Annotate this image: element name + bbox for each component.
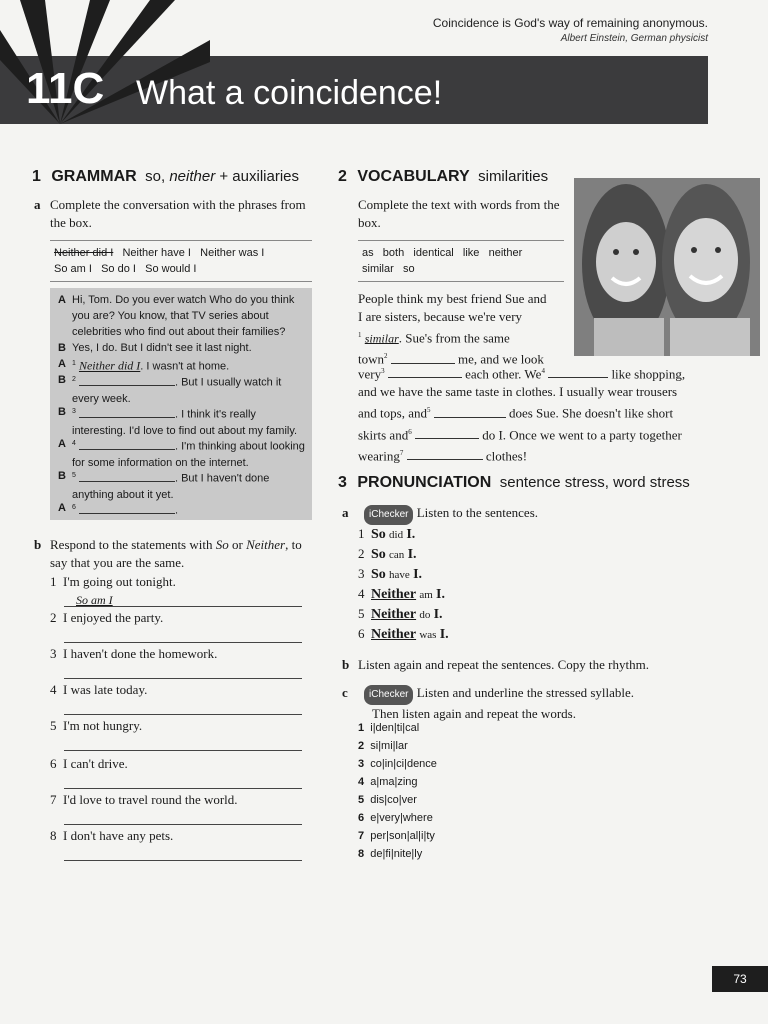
text-span: Yes, I do. But I didn't see it last night. — [72, 342, 252, 354]
statement-item — [50, 610, 163, 626]
text-span: 7 — [399, 448, 404, 457]
grammar-sub-it: neither — [169, 168, 216, 185]
text-span: I. — [433, 607, 443, 622]
answer-blank[interactable] — [79, 513, 175, 514]
answer-blank[interactable] — [79, 481, 175, 482]
text-span: do I. Once we went to a party together — [478, 426, 682, 442]
text-span: So — [371, 547, 386, 562]
text-span: b — [342, 657, 350, 672]
answer-line[interactable] — [64, 860, 302, 861]
text-span: 3 — [338, 474, 347, 491]
pron-a-instruction — [364, 504, 538, 525]
text-span: me, and we look — [454, 351, 544, 367]
text-span: 8 — [358, 848, 365, 860]
text-span: . — [174, 504, 179, 517]
answer-example: So am I — [76, 593, 113, 607]
text-span: and we have the same taste in clothes. I usually wear trousers — [358, 384, 678, 400]
text-span: , to say that you are the same. — [50, 537, 302, 570]
text-span: I'm not hungry. — [63, 718, 143, 733]
vocab-text — [358, 290, 568, 369]
text-span: 8 — [50, 828, 57, 843]
text-span: 4 — [358, 776, 365, 788]
text-span: 4 — [541, 367, 545, 375]
text-span: similar — [362, 263, 394, 275]
vocab-heading — [338, 168, 548, 186]
text-span: per|son|al|i|ty — [370, 830, 435, 842]
text-span: 3 — [50, 646, 57, 661]
statement-item — [50, 574, 176, 590]
quote-text: Coincidence is God's way of remaining anonymous. — [432, 16, 708, 30]
text-span: like — [462, 247, 480, 259]
text-span: Then listen again and repeat the words. — [372, 706, 576, 721]
stress-word — [358, 848, 422, 860]
text-span: town — [358, 351, 384, 367]
text-span: I'm going out tonight. — [63, 574, 176, 589]
grammar-sub-pre: so, — [145, 168, 170, 185]
statement-item — [50, 828, 173, 844]
sentence-item — [358, 566, 422, 583]
text-span: do — [419, 609, 431, 621]
stress-word — [358, 758, 437, 770]
text-span: 1 — [358, 331, 362, 339]
text-span: 6 — [50, 756, 57, 771]
pron-b-instruction: Listen again and repeat the sentences. Copy the rhythm. — [358, 657, 649, 672]
text-span: PRONUNCIATION — [357, 474, 492, 491]
text-span: c — [342, 685, 348, 700]
text-span: 5 — [358, 606, 365, 621]
ichecker-badge[interactable]: iChecker — [364, 685, 413, 705]
text-span: I. — [439, 627, 449, 642]
text-span: 7 — [50, 792, 57, 807]
text-span: or — [228, 537, 247, 552]
text-span: as — [362, 247, 374, 259]
text-span: co|in|ci|dence — [370, 758, 437, 770]
text-span: I can't drive. — [63, 756, 128, 771]
grammar-a-label: a — [34, 197, 41, 212]
text-span: similarities — [478, 168, 549, 185]
page-number: 73 — [712, 966, 768, 992]
statement-item — [50, 756, 128, 772]
lesson-title: What a coincidence! — [136, 74, 443, 112]
text-span: 1 — [50, 574, 57, 589]
answer-blank[interactable] — [434, 417, 506, 418]
text-span: 5 — [72, 472, 76, 479]
text-span: I are sisters, because we're very — [358, 309, 523, 324]
sentence-item — [358, 526, 415, 543]
word-stress-list — [358, 722, 518, 872]
quote — [433, 16, 708, 44]
box-phrase: Neither have I — [122, 247, 191, 259]
grammar-title: GRAMMAR — [51, 168, 137, 185]
ichecker-badge[interactable]: iChecker — [364, 505, 413, 525]
grammar-sub-post: + auxiliaries — [215, 168, 299, 185]
text-span: 6 — [72, 504, 76, 511]
grammar-word-box — [50, 240, 312, 282]
stress-word — [358, 776, 418, 788]
statement-item — [50, 718, 142, 734]
text-span: 3 — [358, 566, 365, 581]
text-span: . I'm thinking about looking for some information on the internet. — [72, 440, 305, 469]
answer-line[interactable] — [64, 788, 302, 789]
text-span: Listen and underline the stressed syllable. — [416, 685, 635, 700]
text-span: 3 — [72, 408, 76, 415]
text-span: a — [342, 505, 349, 520]
text-span: each other. We — [461, 366, 542, 382]
grammar-b-label: b — [34, 537, 42, 552]
text-span: Neither — [246, 537, 286, 552]
text-span: clothes! — [482, 448, 528, 464]
text-span: 4 — [358, 586, 365, 601]
box-phrase: Neither was I — [200, 247, 265, 259]
text-span: was — [419, 629, 437, 641]
text-span: B — [58, 374, 66, 386]
text-span: Neither — [371, 627, 417, 642]
text-span: B — [58, 470, 66, 482]
answer-blank[interactable] — [407, 459, 483, 460]
text-span: like shopping, — [608, 366, 686, 382]
text-span: 2 — [50, 610, 57, 625]
grammar-heading — [32, 168, 299, 186]
text-span: . Sue's from the same — [398, 330, 510, 346]
vocab-word-box — [358, 240, 564, 282]
sentence-item — [358, 586, 445, 603]
grammar-a-instruction: Complete the conversation with the phrases from the box. — [50, 197, 306, 230]
text-span: B — [58, 406, 66, 418]
text-span: si|mi|lar — [370, 740, 408, 752]
dialogue-box — [50, 288, 312, 520]
text-span: I. — [413, 567, 423, 582]
text-span: 3 — [381, 367, 385, 375]
sentence-item — [358, 546, 417, 563]
stress-word — [358, 794, 417, 806]
box-phrase: Neither did I — [54, 247, 114, 259]
text-span: have — [389, 569, 410, 581]
answer-blank[interactable] — [79, 449, 175, 450]
text-span: 6 — [358, 812, 365, 824]
text-span: 2 — [384, 352, 388, 361]
text-span: People think my best friend Sue and — [358, 291, 547, 306]
text-span: A — [58, 294, 66, 306]
text-span: so — [402, 263, 415, 275]
text-span: am — [419, 589, 433, 601]
box-phrase: So would I — [145, 263, 197, 275]
text-span: Neither — [371, 607, 417, 622]
text-span: 2 — [358, 546, 365, 561]
text-span: 7 — [358, 830, 365, 842]
text-span: . But I haven't done anything about it yet. — [72, 472, 270, 501]
answer-line[interactable] — [64, 642, 302, 643]
text-span: wearing — [358, 448, 400, 464]
text-span: I. — [407, 547, 417, 562]
text-span: 1 — [358, 722, 365, 734]
text-span: A — [58, 358, 66, 370]
box-phrase: So am I — [54, 263, 92, 275]
text-span: 5 — [50, 718, 57, 733]
text-span: Respond to the statements with — [50, 537, 216, 552]
answer-line[interactable] — [64, 750, 302, 751]
text-span: I'd love to travel round the world. — [63, 792, 238, 807]
text-span: can — [389, 549, 405, 561]
box-phrase: So do I — [101, 263, 136, 275]
text-span: 6 — [408, 427, 412, 436]
text-span: dis|co|ver — [370, 794, 417, 806]
text-span: 2 — [338, 168, 347, 185]
text-span: I don't have any pets. — [63, 828, 174, 843]
answer-example: similar — [364, 331, 399, 346]
text-span: Neither — [371, 587, 417, 602]
text-span: A — [58, 502, 66, 514]
text-span: So — [371, 567, 386, 582]
text-span: neither — [488, 247, 523, 259]
text-span: A — [58, 438, 66, 450]
statement-item — [50, 792, 238, 808]
text-span: 2 — [358, 740, 365, 752]
text-span: e|very|where — [370, 812, 433, 824]
answer-blank[interactable] — [79, 385, 175, 386]
vocab-instruction: Complete the text with words from the box. — [358, 197, 560, 230]
stress-word — [358, 722, 419, 734]
quote-author: Albert Einstein, German physicist — [560, 33, 708, 44]
text-span: 3 — [358, 758, 365, 770]
answer-line[interactable] — [64, 606, 302, 607]
text-span: So — [215, 537, 229, 552]
statement-item — [50, 682, 147, 698]
text-span: 5 — [358, 794, 365, 806]
stress-word — [358, 830, 435, 842]
text-span: 4 — [72, 440, 76, 447]
answer-line[interactable] — [64, 678, 302, 679]
text-span: Hi, Tom. Do you ever watch Who do you think you are? You know, that TV series about celebrities who find out about their families? — [72, 294, 295, 338]
text-span: and tops, and — [358, 405, 427, 421]
text-span: . But I usually watch it every week. — [72, 376, 282, 405]
lesson-number: 11C — [26, 64, 105, 113]
text-span: So — [371, 527, 386, 542]
text-span: I. — [406, 527, 416, 542]
text-span: sentence stress, word stress — [499, 474, 690, 491]
stress-word — [358, 740, 408, 752]
text-span: Listen to the sentences. — [416, 505, 539, 520]
pron-c-instruction — [364, 684, 704, 723]
stress-word — [358, 812, 433, 824]
text-span: 1 — [72, 360, 76, 367]
twins-photo — [574, 178, 760, 356]
text-span: 6 — [358, 626, 365, 641]
vocab-text-wide — [358, 362, 710, 465]
text-span: 1 — [358, 526, 365, 541]
pron-heading — [338, 474, 690, 492]
text-span: a|ma|zing — [370, 776, 418, 788]
text-span: did — [389, 529, 404, 541]
sentence-item — [358, 606, 443, 623]
grammar-b-instruction — [50, 536, 312, 572]
text-span: . I wasn't at home. — [140, 360, 230, 373]
grammar-num: 1 — [32, 168, 41, 185]
answer-line[interactable] — [64, 824, 302, 825]
text-span: i|den|ti|cal — [370, 722, 420, 734]
text-span: . I think it's really interesting. I'd love to find out about my family. — [72, 408, 298, 437]
text-span: I haven't done the homework. — [63, 646, 218, 661]
sentence-item — [358, 626, 449, 643]
text-span: B — [58, 342, 66, 354]
statement-item — [50, 646, 217, 662]
text-span: skirts and — [358, 426, 409, 442]
text-span: I enjoyed the party. — [63, 610, 164, 625]
answer-blank[interactable] — [388, 377, 462, 378]
text-span: 4 — [50, 682, 57, 697]
text-span: both — [382, 247, 405, 259]
answer-blank[interactable] — [415, 438, 479, 439]
text-span: I was late today. — [63, 682, 148, 697]
text-span: de|fi|nite|ly — [370, 848, 423, 860]
text-span: I. — [436, 587, 445, 602]
text-span: 5 — [426, 406, 431, 415]
answer-example: Neither did I — [78, 358, 141, 373]
answer-blank[interactable] — [79, 417, 175, 418]
answer-line[interactable] — [64, 714, 302, 715]
answer-blank[interactable] — [548, 377, 608, 378]
text-span: 2 — [72, 376, 76, 383]
text-span: does Sue. She doesn't like short — [505, 405, 674, 421]
text-span: very — [358, 366, 382, 382]
text-span: VOCABULARY — [357, 168, 470, 185]
text-span: identical — [413, 247, 454, 259]
